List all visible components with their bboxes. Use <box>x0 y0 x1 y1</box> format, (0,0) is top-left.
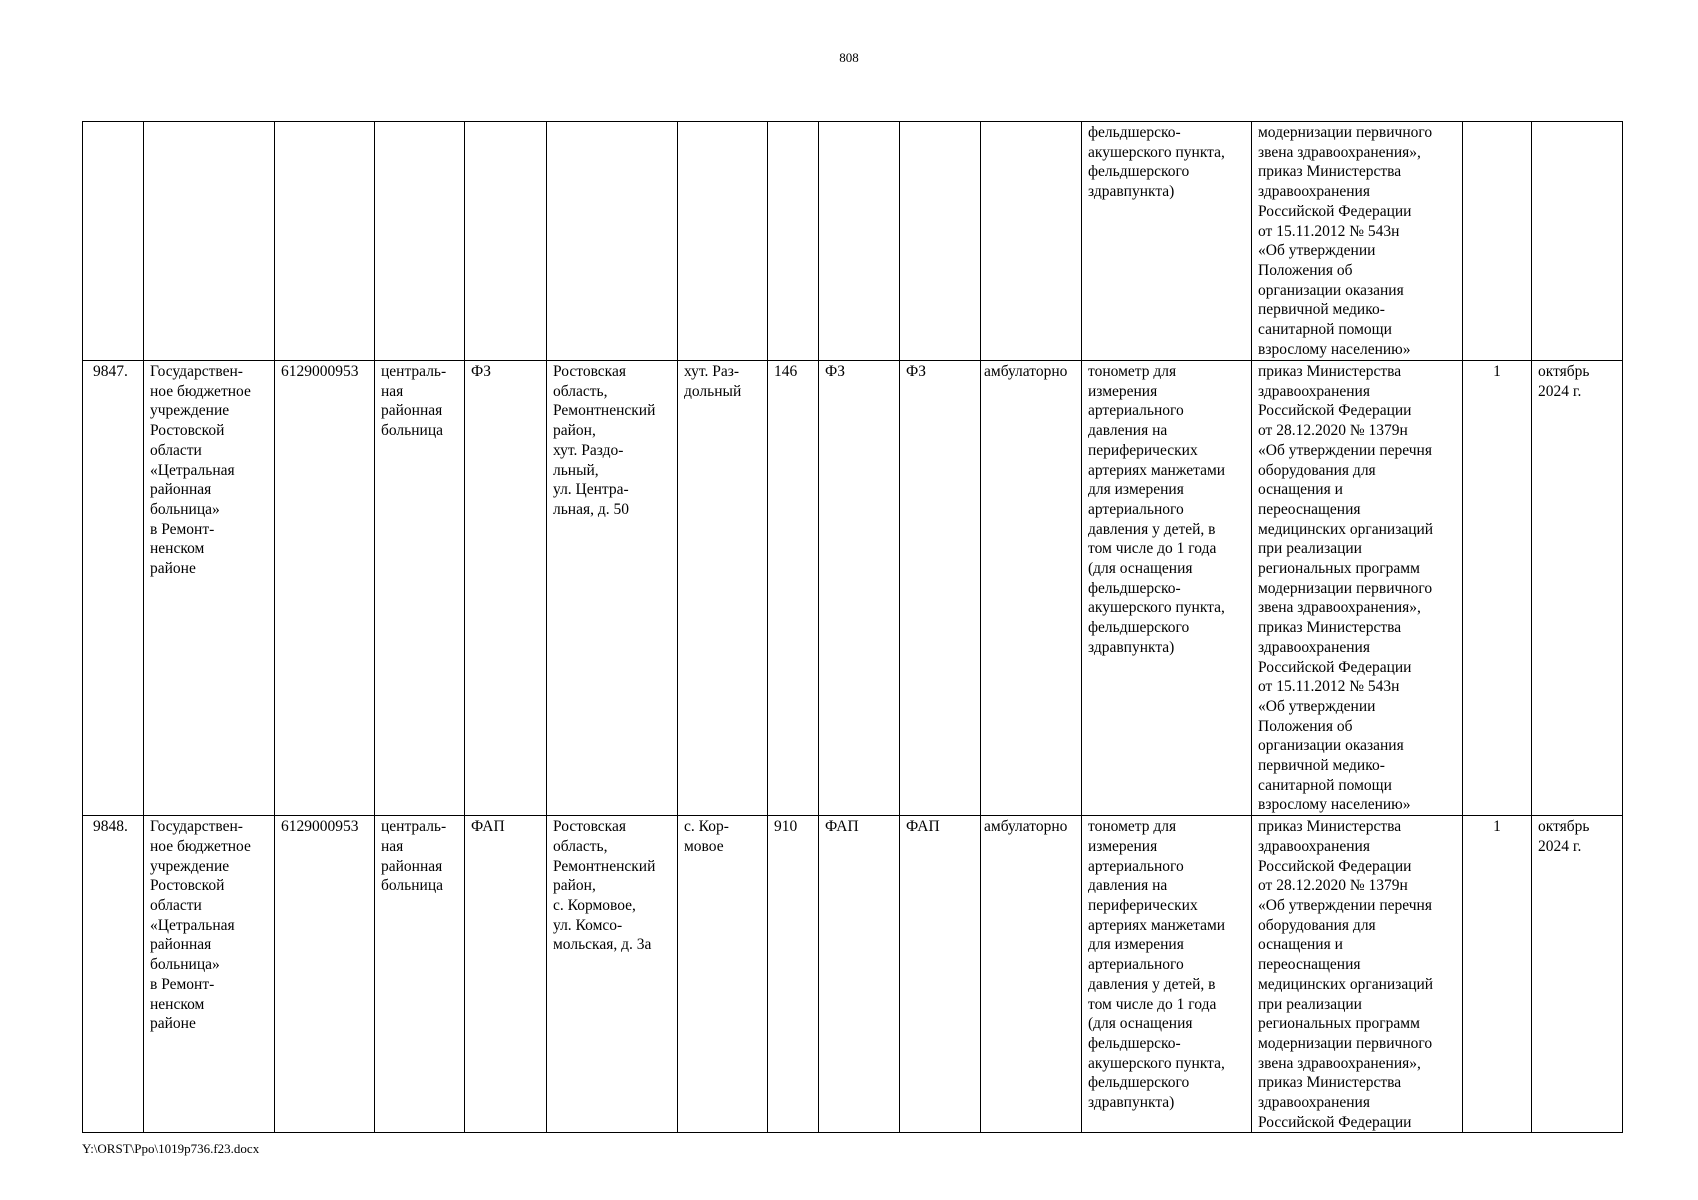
cell-population: 146 <box>768 361 819 816</box>
cell-settlement: с. Кор- мовое <box>678 816 768 1133</box>
cell-type <box>375 122 465 361</box>
cell-org: Государствен- ное бюджетное учреждение Ростовской области «Цетральная районная больница» в Ремонт- ненском районе <box>144 816 275 1133</box>
footer-file-path: Y:\ORST\Ppo\1019p736.f23.docx <box>82 1141 260 1156</box>
cell-unit: ФАП <box>465 816 547 1133</box>
table-row <box>83 816 1623 1133</box>
cell-address <box>547 122 678 361</box>
cell-unit-type: ФЗ <box>819 361 900 816</box>
cell-qty <box>1463 122 1532 361</box>
registry-table <box>82 121 1623 1133</box>
cell-unit <box>465 122 547 361</box>
cell-equipment: тонометр для измерения артериального давления на периферических артериях манжетами для измерения артериального давления у детей, в том числе до 1 года (для оснащения фельдшерско- акушерского пункта, фельдшерского здравпункта) <box>1082 361 1252 816</box>
cell-num: 9847. <box>83 361 144 816</box>
cell-basis: приказ Министерства здравоохранения Российской Федерации от 28.12.2020 № 1379н «Об утверждении перечня оборудования для оснащения и переоснащения медицинских организаций при реализации региональных программ модернизации первичного звена здравоохранения», приказ Министерства здравоохранения Российской Федерации <box>1252 816 1463 1133</box>
cell-unit: ФЗ <box>465 361 547 816</box>
cell-unit-type-2 <box>900 122 981 361</box>
cell-population <box>768 122 819 361</box>
cell-inn: 6129000953 <box>275 361 375 816</box>
cell-care: амбулаторно <box>981 361 1082 816</box>
cell-type: централь- ная районная больница <box>375 816 465 1133</box>
cell-inn: 6129000953 <box>275 816 375 1133</box>
cell-unit-type-2: ФЗ <box>900 361 981 816</box>
cell-qty: 1 <box>1463 816 1532 1133</box>
cell-org <box>144 122 275 361</box>
cell-org: Государствен- ное бюджетное учреждение Ростовской области «Цетральная районная больница» в Ремонт- ненском районе <box>144 361 275 816</box>
cell-inn <box>275 122 375 361</box>
cell-address: Ростовская область, Ремонтненский район, хут. Раздо- льный, ул. Центра- льная, д. 50 <box>547 361 678 816</box>
cell-basis: приказ Министерства здравоохранения Российской Федерации от 28.12.2020 № 1379н «Об утверждении перечня оборудования для оснащения и переоснащения медицинских организаций при реализации региональных программ модернизации первичного звена здравоохранения», приказ Министерства здравоохранения Российской Федерации от 15.11.2012 № 543н «Об утверждении Положения об организации оказания первичной медико- санитарной помощи взрослому населению» <box>1252 361 1463 816</box>
page-number: 808 <box>839 50 859 65</box>
cell-equipment: фельдшерско- акушерского пункта, фельдшерского здравпункта) <box>1082 122 1252 361</box>
cell-num: 9848. <box>83 816 144 1133</box>
table-row-continuation <box>83 122 1623 361</box>
cell-equipment: тонометр для измерения артериального давления на периферических артериях манжетами для измерения артериального давления у детей, в том числе до 1 года (для оснащения фельдшерско- акушерского пункта, фельдшерского здравпункта) <box>1082 816 1252 1133</box>
cell-unit-type <box>819 122 900 361</box>
table-row <box>83 361 1623 816</box>
cell-unit-type-2: ФАП <box>900 816 981 1133</box>
cell-basis: модернизации первичного звена здравоохранения», приказ Министерства здравоохранения Российской Федерации от 15.11.2012 № 543н «Об утверждении Положения об организации оказания первичной медико- санитарной помощи взрослому населению» <box>1252 122 1463 361</box>
cell-address: Ростовская область, Ремонтненский район, с. Кормовое, ул. Комсо- мольская, д. 3а <box>547 816 678 1133</box>
cell-settlement <box>678 122 768 361</box>
cell-settlement: хут. Раз- дольный <box>678 361 768 816</box>
cell-type: централь- ная районная больница <box>375 361 465 816</box>
cell-date <box>1532 122 1623 361</box>
cell-unit-type: ФАП <box>819 816 900 1133</box>
cell-date: октябрь 2024 г. <box>1532 816 1623 1133</box>
cell-care: амбулаторно <box>981 816 1082 1133</box>
cell-date: октябрь 2024 г. <box>1532 361 1623 816</box>
cell-num <box>83 122 144 361</box>
cell-population: 910 <box>768 816 819 1133</box>
cell-qty: 1 <box>1463 361 1532 816</box>
cell-care <box>981 122 1082 361</box>
